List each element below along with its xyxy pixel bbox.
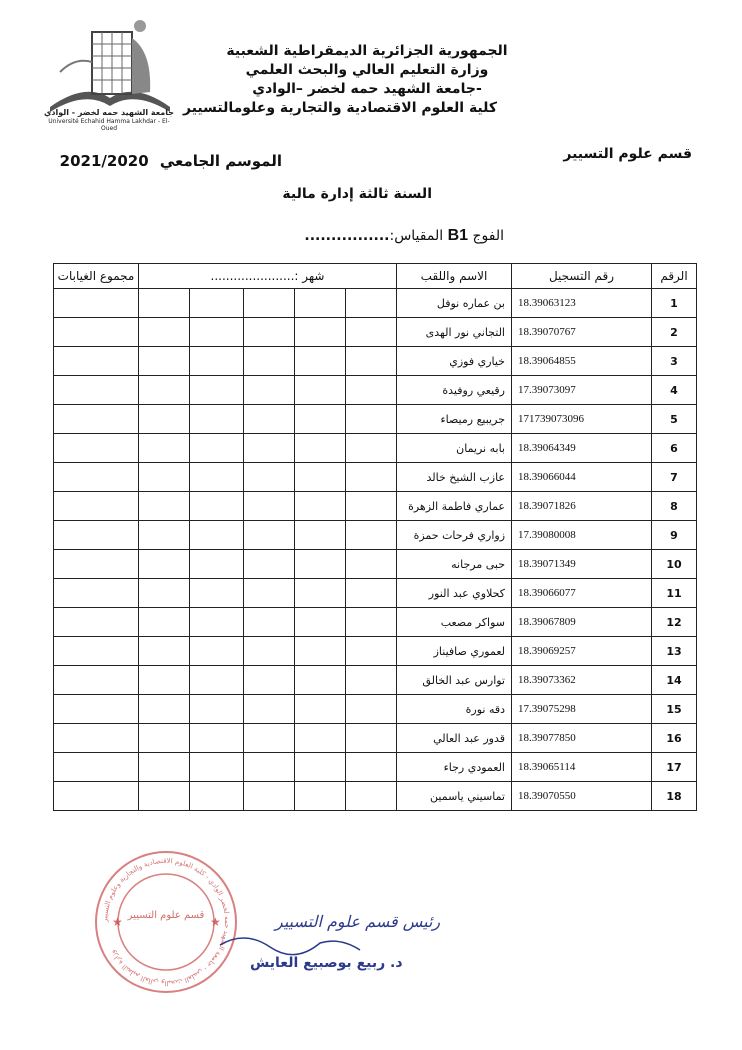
student-name: جريبيع رميصاء <box>397 405 512 434</box>
registration-number: 17.39073097 <box>512 376 652 405</box>
student-name: خياري فوزي <box>397 347 512 376</box>
attendance-cell <box>346 724 397 753</box>
header-line-1: الجمهورية الجزائرية الديمقراطية الشعبية <box>226 43 508 59</box>
table-row <box>54 347 697 376</box>
attendance-cell <box>295 695 346 724</box>
attendance-cell <box>244 695 295 724</box>
student-name: عماري فاطمة الزهرة <box>397 492 512 521</box>
total-absences-cell <box>54 724 139 753</box>
course-label: المقياس: <box>389 228 444 244</box>
header-name: الاسم واللقب <box>397 264 512 289</box>
attendance-cell <box>295 608 346 637</box>
attendance-cell <box>139 289 190 318</box>
registration-number: 18.39077850 <box>512 724 652 753</box>
student-name: قدور عبد العالي <box>397 724 512 753</box>
attendance-cell <box>139 695 190 724</box>
total-absences-cell <box>54 550 139 579</box>
attendance-cell <box>244 463 295 492</box>
season-value: 2021/2020 <box>59 152 149 170</box>
total-absences-cell <box>54 608 139 637</box>
attendance-cell <box>346 521 397 550</box>
attendance-cell <box>244 579 295 608</box>
attendance-table <box>53 263 697 811</box>
group-course-line <box>304 227 504 245</box>
logo-text-ar: جامعة الشهيد حمه لخضر - الوادي <box>44 108 174 117</box>
total-absences-cell <box>54 318 139 347</box>
attendance-cell <box>139 492 190 521</box>
attendance-cell <box>295 463 346 492</box>
attendance-cell <box>190 695 244 724</box>
row-number: 16 <box>652 724 697 753</box>
table-row <box>54 521 697 550</box>
total-absences-cell <box>54 347 139 376</box>
total-absences-cell <box>54 463 139 492</box>
svg-text:★: ★ <box>112 915 123 929</box>
attendance-cell <box>346 376 397 405</box>
attendance-cell <box>244 753 295 782</box>
attendance-cell <box>295 405 346 434</box>
academic-season <box>60 152 282 170</box>
student-name: العمودي رجاء <box>397 753 512 782</box>
table-row <box>54 289 697 318</box>
attendance-cell <box>244 550 295 579</box>
table-row <box>54 492 697 521</box>
row-number: 17 <box>652 753 697 782</box>
total-absences-cell <box>54 695 139 724</box>
registration-number: 18.39071349 <box>512 550 652 579</box>
level: السنة ثالثة إدارة مالية <box>282 186 432 202</box>
attendance-cell <box>190 608 244 637</box>
attendance-cell <box>190 637 244 666</box>
row-number: 8 <box>652 492 697 521</box>
table-row <box>54 782 697 811</box>
course-value: ................ <box>304 228 390 244</box>
signature-title: رئيس قسم علوم التسيير <box>275 912 441 931</box>
row-number: 4 <box>652 376 697 405</box>
attendance-cell <box>139 521 190 550</box>
attendance-cell <box>190 724 244 753</box>
total-absences-cell <box>54 753 139 782</box>
attendance-cell <box>295 521 346 550</box>
attendance-cell <box>190 289 244 318</box>
registration-number: 18.39066044 <box>512 463 652 492</box>
student-name: توارس عبد الخالق <box>397 666 512 695</box>
attendance-cell <box>295 724 346 753</box>
attendance-cell <box>139 666 190 695</box>
group-value: B1 <box>447 227 469 244</box>
row-number: 7 <box>652 463 697 492</box>
attendance-cell <box>295 782 346 811</box>
row-number: 13 <box>652 637 697 666</box>
attendance-cell <box>346 434 397 463</box>
svg-text:قسم علوم التسيير: قسم علوم التسيير <box>127 910 205 921</box>
attendance-cell <box>295 492 346 521</box>
attendance-cell <box>139 782 190 811</box>
registration-number: 18.39065114 <box>512 753 652 782</box>
attendance-cell <box>295 376 346 405</box>
table-row <box>54 318 697 347</box>
table-row <box>54 463 697 492</box>
registration-number: 18.39070767 <box>512 318 652 347</box>
attendance-cell <box>346 579 397 608</box>
table-row <box>54 434 697 463</box>
attendance-cell <box>139 579 190 608</box>
attendance-cell <box>190 434 244 463</box>
header-line-3: جامعة الشهيد حمه لخضر –الوادي- <box>252 81 482 97</box>
table-row <box>54 695 697 724</box>
student-name: بابه نريمان <box>397 434 512 463</box>
table-row <box>54 550 697 579</box>
attendance-cell <box>244 608 295 637</box>
total-absences-cell <box>54 782 139 811</box>
attendance-cell <box>295 666 346 695</box>
registration-number: 18.39064855 <box>512 347 652 376</box>
attendance-cell <box>244 376 295 405</box>
student-name: كحلاوي عبد النور <box>397 579 512 608</box>
total-absences-cell <box>54 376 139 405</box>
student-name: حبى مرجانه <box>397 550 512 579</box>
attendance-cell <box>295 753 346 782</box>
row-number: 14 <box>652 666 697 695</box>
registration-number: 18.39071826 <box>512 492 652 521</box>
attendance-cell <box>190 666 244 695</box>
student-name: زواري فرحات حمزة <box>397 521 512 550</box>
total-absences-cell <box>54 521 139 550</box>
attendance-cell <box>244 666 295 695</box>
attendance-cell <box>139 405 190 434</box>
total-absences-cell <box>54 579 139 608</box>
registration-number: 18.39067809 <box>512 608 652 637</box>
total-absences-cell <box>54 492 139 521</box>
registration-number: 18.39070550 <box>512 782 652 811</box>
attendance-cell <box>139 637 190 666</box>
attendance-cell <box>244 782 295 811</box>
attendance-cell <box>139 434 190 463</box>
table-row <box>54 753 697 782</box>
total-absences-cell <box>54 289 139 318</box>
attendance-cell <box>244 637 295 666</box>
attendance-cell <box>295 347 346 376</box>
attendance-cell <box>244 724 295 753</box>
attendance-cell <box>295 289 346 318</box>
attendance-cell <box>190 550 244 579</box>
row-number: 2 <box>652 318 697 347</box>
registration-number: 18.39063123 <box>512 289 652 318</box>
registration-number: 18.39066077 <box>512 579 652 608</box>
svg-text:وزارة التعليم العالي والبحث ال: وزارة التعليم العالي والبحث العلمي - جامعة الشهيد حمه لخضر الوادي - كلية العلوم الاقتصادية والتجارية وعلوم التسيير <box>100 856 232 988</box>
attendance-cell <box>346 318 397 347</box>
row-number: 5 <box>652 405 697 434</box>
table-row <box>54 666 697 695</box>
attendance-cell <box>190 492 244 521</box>
student-name: التجاني نور الهدى <box>397 318 512 347</box>
registration-number: 18.39073362 <box>512 666 652 695</box>
attendance-cell <box>244 521 295 550</box>
signature-name: د. ربيع بوصبيع العايش <box>250 955 403 971</box>
table-row <box>54 637 697 666</box>
attendance-cell <box>139 318 190 347</box>
attendance-cell <box>346 666 397 695</box>
registration-number: 18.39064349 <box>512 434 652 463</box>
attendance-cell <box>346 405 397 434</box>
attendance-cell <box>139 550 190 579</box>
group-label: الفوج <box>472 228 504 244</box>
attendance-cell <box>244 434 295 463</box>
header-line-4: كلية العلوم الاقتصادية والتجارية وعلومالتسيير <box>182 100 498 116</box>
row-number: 10 <box>652 550 697 579</box>
attendance-cell <box>346 782 397 811</box>
attendance-cell <box>346 608 397 637</box>
row-number: 1 <box>652 289 697 318</box>
attendance-cell <box>139 463 190 492</box>
total-absences-cell <box>54 405 139 434</box>
table-row <box>54 579 697 608</box>
attendance-cell <box>190 405 244 434</box>
attendance-cell <box>346 347 397 376</box>
row-number: 3 <box>652 347 697 376</box>
attendance-cell <box>346 492 397 521</box>
total-absences-cell <box>54 666 139 695</box>
table-header-row <box>54 264 697 289</box>
registration-number: 17.39080008 <box>512 521 652 550</box>
student-name: رقيعي روفيدة <box>397 376 512 405</box>
header-line-2: وزارة التعليم العالي والبحث العلمي <box>245 62 489 78</box>
department-stamp <box>92 848 240 996</box>
attendance-cell <box>190 782 244 811</box>
header-month: شهر :...................... <box>139 264 397 289</box>
row-number: 9 <box>652 521 697 550</box>
attendance-cell <box>346 695 397 724</box>
attendance-cell <box>244 318 295 347</box>
row-number: 12 <box>652 608 697 637</box>
student-name: تماسيني ياسمين <box>397 782 512 811</box>
attendance-cell <box>190 521 244 550</box>
student-name: لعموري صافيناز <box>397 637 512 666</box>
logo-text-fr: Université Echahid Hamma Lakhdar - El-Oued <box>48 118 170 132</box>
attendance-cell <box>190 753 244 782</box>
season-label: الموسم الجامعي <box>159 152 282 170</box>
attendance-cell <box>346 753 397 782</box>
attendance-cell <box>139 347 190 376</box>
student-name: بن عماره نوفل <box>397 289 512 318</box>
svg-text:★: ★ <box>210 915 221 929</box>
attendance-cell <box>295 434 346 463</box>
header-registration: رقم التسجيل <box>512 264 652 289</box>
attendance-cell <box>346 463 397 492</box>
row-number: 6 <box>652 434 697 463</box>
total-absences-cell <box>54 637 139 666</box>
student-name: دقه نورة <box>397 695 512 724</box>
table-row <box>54 608 697 637</box>
total-absences-cell <box>54 434 139 463</box>
table-row <box>54 405 697 434</box>
attendance-cell <box>139 608 190 637</box>
attendance-cell <box>190 347 244 376</box>
registration-number: 18.39069257 <box>512 637 652 666</box>
attendance-cell <box>190 463 244 492</box>
attendance-cell <box>295 318 346 347</box>
registration-number: 171739073096 <box>512 405 652 434</box>
attendance-cell <box>244 289 295 318</box>
department: قسم علوم التسيير <box>563 146 692 162</box>
student-name: سواكر مصعب <box>397 608 512 637</box>
attendance-cell <box>190 376 244 405</box>
attendance-cell <box>295 550 346 579</box>
attendance-cell <box>346 289 397 318</box>
header-number: الرقم <box>652 264 697 289</box>
attendance-cell <box>244 405 295 434</box>
registration-number: 17.39075298 <box>512 695 652 724</box>
attendance-cell <box>190 318 244 347</box>
attendance-cell <box>346 637 397 666</box>
attendance-cell <box>190 579 244 608</box>
attendance-cell <box>244 492 295 521</box>
attendance-cell <box>139 724 190 753</box>
table-row <box>54 724 697 753</box>
attendance-cell <box>295 579 346 608</box>
attendance-cell <box>139 753 190 782</box>
attendance-cell <box>244 347 295 376</box>
row-number: 18 <box>652 782 697 811</box>
row-number: 15 <box>652 695 697 724</box>
student-name: عازب الشيخ خالد <box>397 463 512 492</box>
table-row <box>54 376 697 405</box>
attendance-cell <box>295 637 346 666</box>
attendance-cell <box>346 550 397 579</box>
attendance-cell <box>139 376 190 405</box>
row-number: 11 <box>652 579 697 608</box>
header-total-absences: مجموع الغيابات <box>54 264 139 289</box>
